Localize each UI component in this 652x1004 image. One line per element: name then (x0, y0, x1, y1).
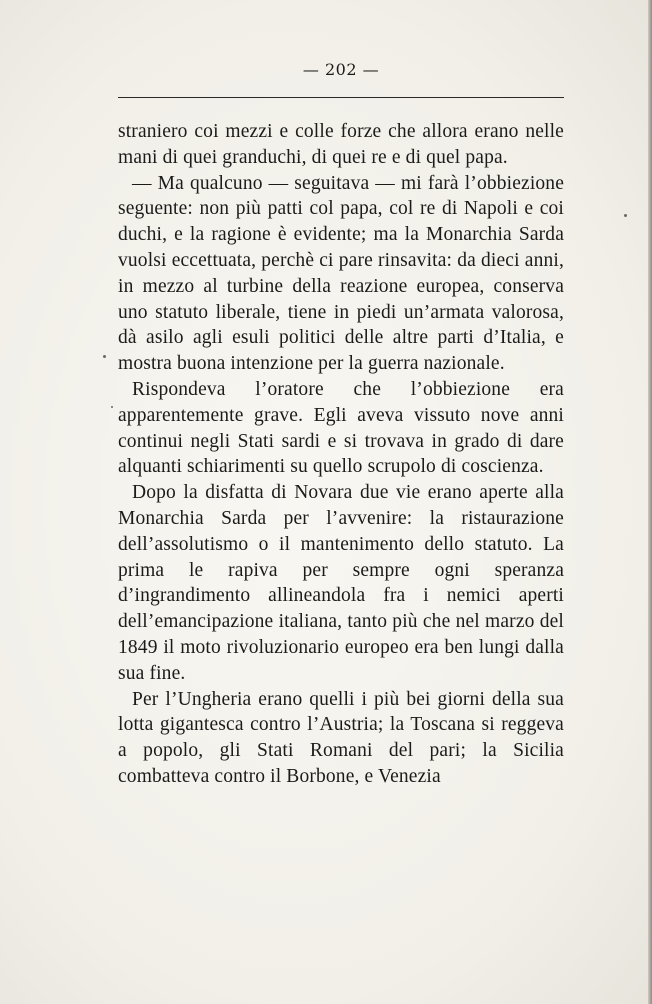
paragraph-1: straniero coi mezzi e colle forze che allora erano nelle mani di quei granduchi, di quei re e di quel papa. (118, 121, 564, 168)
page-number-header: — 202 — (302, 60, 380, 79)
page-edge-shadow (648, 0, 652, 1004)
paper-speck (111, 406, 113, 408)
page-body (118, 119, 564, 790)
paper-speck (103, 355, 106, 358)
paragraph-5: Per l’Ungheria erano quelli i più bei giorni della sua lotta gigantesca contro l’Austria; la Toscana si reggeva a popolo, gli Stati Romani del pari; la Sicilia combatteva contro il Borbone, e Venezia (118, 688, 564, 787)
paragraph-4: Dopo la disfatta di Novara due vie erano aperte alla Monarchia Sarda per l’avvenire: la ristaurazione dell’assolutismo o il mantenimento dello statuto. La prima le rapiva per sempre ogni speranza d’ingrandimento allineandola fra i nemici aperti dell’emancipazione italiana, tanto più che nel marzo del 1849 il moto rivoluzionario europeo era ben lungi dalla sua fine. (118, 482, 564, 684)
paragraph-3: Rispondeva l’oratore che l’obbiezione era apparentemente grave. Egli aveva vissuto nove anni continui negli Stati sardi e si trovava in grado di dare alquanti schiarimenti su quello scrupolo di coscienza. (118, 378, 564, 478)
header-rule (118, 97, 564, 98)
paragraph-2: — Ma qualcuno — seguitava — mi farà l’obbiezione seguente: non più patti col papa, col re di Napoli e coi duchi, e la ragione è evidente; ma la Monarchia Sarda vuolsi eccettuata, perchè ci pare rinsavita: da dieci anni, in mezzo al turbine della reazione europea, conserva uno statuto liberale, tiene in piedi un’armata valorosa, dà asilo agli esuli politici delle altre parti d’Italia, e mostra buona intenzione per la guerra nazionale. (118, 172, 564, 375)
paper-speck (624, 214, 627, 217)
